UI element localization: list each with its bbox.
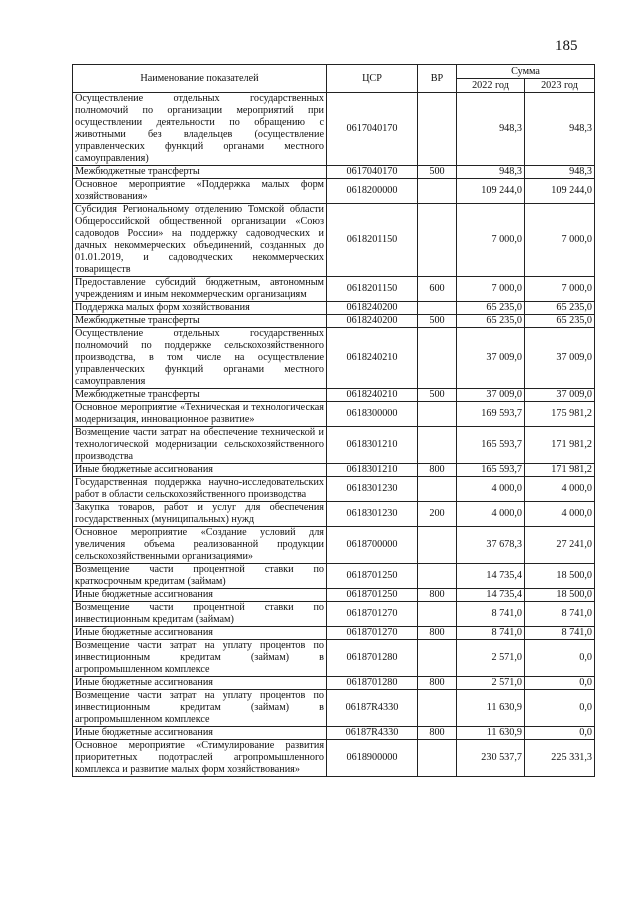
row-vr	[418, 477, 457, 502]
header-name: Наименование показателей	[73, 65, 327, 93]
header-sum: Сумма	[457, 65, 595, 79]
table-row	[73, 302, 595, 315]
row-sum-2023: 18 500,0	[525, 589, 595, 602]
row-name: Осуществление отдельных государственных полномочий по организации мероприятий при осуществлении деятельности по обращению с животными без владельцев (осуществление управленческих функций органами местного самоуправления)	[73, 93, 327, 166]
table-row	[73, 564, 595, 589]
row-sum-2023: 37 009,0	[525, 389, 595, 402]
row-sum-2023: 37 009,0	[525, 328, 595, 389]
row-sum-2023: 0,0	[525, 690, 595, 727]
row-vr	[418, 179, 457, 204]
budget-table	[72, 64, 595, 777]
row-sum-2022: 109 244,0	[457, 179, 525, 204]
row-sum-2023: 0,0	[525, 640, 595, 677]
row-sum-2022: 65 235,0	[457, 315, 525, 328]
row-name: Иные бюджетные ассигнования	[73, 464, 327, 477]
row-sum-2022: 169 593,7	[457, 402, 525, 427]
row-vr: 500	[418, 315, 457, 328]
row-vr: 800	[418, 589, 457, 602]
table-row	[73, 740, 595, 777]
row-sum-2023: 171 981,2	[525, 427, 595, 464]
row-csr: 0618300000	[327, 402, 418, 427]
row-csr: 0618240210	[327, 389, 418, 402]
row-sum-2022: 948,3	[457, 166, 525, 179]
row-sum-2023: 175 981,2	[525, 402, 595, 427]
row-vr: 800	[418, 727, 457, 740]
row-csr: 0618900000	[327, 740, 418, 777]
row-vr	[418, 564, 457, 589]
row-vr	[418, 93, 457, 166]
table-row	[73, 477, 595, 502]
table-row	[73, 179, 595, 204]
row-sum-2022: 948,3	[457, 93, 525, 166]
row-name: Субсидия Региональному отделению Томской области Общероссийской общественной организации «Союз садоводов России» на поддержку садоводческих и дачных некоммерческих объединений, созданных до 01.01.2019, и садоводческих некоммерческих товариществ	[73, 204, 327, 277]
row-vr	[418, 640, 457, 677]
row-csr: 0618301210	[327, 464, 418, 477]
table-row	[73, 677, 595, 690]
row-sum-2022: 4 000,0	[457, 477, 525, 502]
row-sum-2023: 109 244,0	[525, 179, 595, 204]
row-sum-2022: 11 630,9	[457, 690, 525, 727]
row-sum-2023: 0,0	[525, 677, 595, 690]
row-csr: 0618701280	[327, 640, 418, 677]
table-row	[73, 502, 595, 527]
row-name: Межбюджетные трансферты	[73, 315, 327, 328]
table-row	[73, 328, 595, 389]
row-csr: 0617040170	[327, 166, 418, 179]
row-sum-2022: 65 235,0	[457, 302, 525, 315]
row-csr: 0618301230	[327, 502, 418, 527]
table-row	[73, 427, 595, 464]
row-name: Возмещение части затрат на уплату процентов по инвестиционным кредитам (займам) в агропромышленном комплексе	[73, 690, 327, 727]
row-vr	[418, 402, 457, 427]
row-vr	[418, 328, 457, 389]
row-vr	[418, 204, 457, 277]
row-vr	[418, 690, 457, 727]
row-csr: 0618701250	[327, 589, 418, 602]
table-body	[73, 93, 595, 777]
row-csr: 0618240200	[327, 302, 418, 315]
row-sum-2023: 4 000,0	[525, 502, 595, 527]
row-name: Государственная поддержка научно-исследовательских работ в области сельскохозяйственного производства	[73, 477, 327, 502]
row-sum-2023: 8 741,0	[525, 602, 595, 627]
table-row	[73, 602, 595, 627]
row-name: Иные бюджетные ассигнования	[73, 627, 327, 640]
header-csr: ЦСР	[327, 65, 418, 93]
row-name: Возмещение части затрат на обеспечение технической и технологической модернизации сельскохозяйственного производства	[73, 427, 327, 464]
table-row	[73, 389, 595, 402]
header-year-2022: 2022 год	[457, 79, 525, 93]
row-sum-2023: 7 000,0	[525, 277, 595, 302]
row-sum-2022: 2 571,0	[457, 677, 525, 690]
row-vr: 800	[418, 677, 457, 690]
row-sum-2023: 27 241,0	[525, 527, 595, 564]
table-row	[73, 527, 595, 564]
row-sum-2022: 8 741,0	[457, 627, 525, 640]
row-sum-2022: 37 678,3	[457, 527, 525, 564]
row-sum-2022: 37 009,0	[457, 389, 525, 402]
row-csr: 06187R4330	[327, 727, 418, 740]
row-csr: 0618301230	[327, 477, 418, 502]
row-name: Межбюджетные трансферты	[73, 389, 327, 402]
row-csr: 0618701250	[327, 564, 418, 589]
row-sum-2023: 0,0	[525, 727, 595, 740]
row-vr: 800	[418, 627, 457, 640]
row-csr: 0618201150	[327, 277, 418, 302]
row-sum-2023: 948,3	[525, 166, 595, 179]
table-row	[73, 204, 595, 277]
row-name: Иные бюджетные ассигнования	[73, 589, 327, 602]
row-sum-2022: 165 593,7	[457, 427, 525, 464]
row-csr: 0617040170	[327, 93, 418, 166]
row-sum-2022: 165 593,7	[457, 464, 525, 477]
row-vr: 200	[418, 502, 457, 527]
row-sum-2023: 65 235,0	[525, 302, 595, 315]
table-row	[73, 277, 595, 302]
row-csr: 0618700000	[327, 527, 418, 564]
row-name: Осуществление отдельных государственных полномочий по поддержке сельскохозяйственного производства, в том числе на осуществление управленческих функций органами местного самоуправления	[73, 328, 327, 389]
row-sum-2023: 8 741,0	[525, 627, 595, 640]
row-sum-2023: 7 000,0	[525, 204, 595, 277]
row-sum-2022: 11 630,9	[457, 727, 525, 740]
row-sum-2023: 171 981,2	[525, 464, 595, 477]
row-sum-2023: 948,3	[525, 93, 595, 166]
table-row	[73, 589, 595, 602]
row-vr: 600	[418, 277, 457, 302]
row-vr	[418, 527, 457, 564]
page-number: 185	[555, 38, 578, 54]
row-csr: 0618201150	[327, 204, 418, 277]
row-csr: 0618701270	[327, 627, 418, 640]
row-sum-2022: 7 000,0	[457, 277, 525, 302]
table-row	[73, 93, 595, 166]
table-row	[73, 166, 595, 179]
row-name: Межбюджетные трансферты	[73, 166, 327, 179]
row-name: Возмещение части затрат на уплату процентов по инвестиционным кредитам (займам) в агропромышленном комплексе	[73, 640, 327, 677]
row-sum-2022: 2 571,0	[457, 640, 525, 677]
row-csr: 0618701270	[327, 602, 418, 627]
table-row	[73, 402, 595, 427]
row-sum-2022: 14 735,4	[457, 589, 525, 602]
row-csr: 0618240200	[327, 315, 418, 328]
row-name: Основное мероприятие «Стимулирование развития приоритетных подотраслей агропромышленного комплекса и развитие малых форм хозяйствования»	[73, 740, 327, 777]
row-vr	[418, 740, 457, 777]
row-name: Предоставление субсидий бюджетным, автономным учреждениям и иным некоммерческим организациям	[73, 277, 327, 302]
row-name: Иные бюджетные ассигнования	[73, 727, 327, 740]
row-vr: 500	[418, 389, 457, 402]
row-sum-2023: 225 331,3	[525, 740, 595, 777]
row-sum-2022: 37 009,0	[457, 328, 525, 389]
row-sum-2022: 4 000,0	[457, 502, 525, 527]
row-csr: 0618701280	[327, 677, 418, 690]
header-vr: ВР	[418, 65, 457, 93]
row-vr: 500	[418, 166, 457, 179]
row-vr	[418, 602, 457, 627]
row-sum-2023: 18 500,0	[525, 564, 595, 589]
row-name: Поддержка малых форм хозяйствования	[73, 302, 327, 315]
row-sum-2022: 230 537,7	[457, 740, 525, 777]
row-sum-2023: 65 235,0	[525, 315, 595, 328]
row-csr: 06187R4330	[327, 690, 418, 727]
table-row	[73, 640, 595, 677]
row-name: Иные бюджетные ассигнования	[73, 677, 327, 690]
row-vr	[418, 427, 457, 464]
table-row	[73, 315, 595, 328]
table-row	[73, 690, 595, 727]
row-sum-2023: 4 000,0	[525, 477, 595, 502]
row-name: Закупка товаров, работ и услуг для обеспечения государственных (муниципальных) нужд	[73, 502, 327, 527]
row-name: Основное мероприятие «Создание условий для увеличения объема реализованной продукции сельскохозяйственными организациями»	[73, 527, 327, 564]
row-vr: 800	[418, 464, 457, 477]
row-sum-2022: 7 000,0	[457, 204, 525, 277]
table-row	[73, 727, 595, 740]
row-sum-2022: 14 735,4	[457, 564, 525, 589]
row-sum-2022: 8 741,0	[457, 602, 525, 627]
row-csr: 0618200000	[327, 179, 418, 204]
row-name: Возмещение части процентной ставки по краткосрочным кредитам (займам)	[73, 564, 327, 589]
row-vr	[418, 302, 457, 315]
row-csr: 0618301210	[327, 427, 418, 464]
row-csr: 0618240210	[327, 328, 418, 389]
row-name: Основное мероприятие «Техническая и технологическая модернизация, инновационное развитие»	[73, 402, 327, 427]
row-name: Основное мероприятие «Поддержка малых форм хозяйствования»	[73, 179, 327, 204]
table-row	[73, 464, 595, 477]
table-row	[73, 627, 595, 640]
header-year-2023: 2023 год	[525, 79, 595, 93]
row-name: Возмещение части процентной ставки по инвестиционным кредитам (займам)	[73, 602, 327, 627]
